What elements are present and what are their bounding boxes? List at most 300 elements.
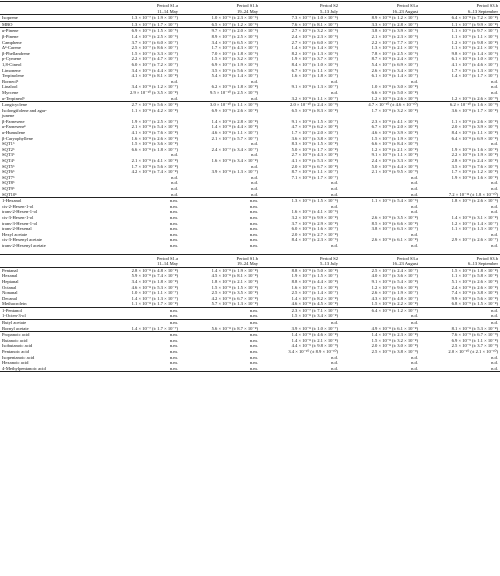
emission-value: 1.2 × 10⁻⁷ (± 9.8 × 10⁻⁸) [451, 39, 498, 45]
compound-name: SQT8ᵇ [2, 180, 15, 186]
emission-value: 2.7 × 10⁻⁷ (± 6.0 × 10⁻⁷) [291, 39, 338, 45]
emission-value: 2.9 × 10⁻⁷ (± 2.6 × 10⁻⁷) [451, 237, 498, 243]
emission-value: 2.6 × 10⁻⁶ (± 3.4 × 10⁻⁶) [371, 67, 418, 73]
emission-value: n.m. [249, 242, 258, 248]
compound-name: junene [2, 113, 15, 119]
emission-value: 4.0 × 10⁻⁷ (± 3.6 × 10⁻⁷) [371, 273, 418, 279]
emission-value: 2.1 × 10⁻⁸ (± 9.5 × 10⁻⁹) [371, 169, 418, 175]
emission-value: 1.5 × 10⁻⁸ (± 1.5 × 10⁻⁸) [211, 284, 258, 290]
emission-value: n.d. [251, 152, 258, 158]
emission-value: 2.5 × 10⁻⁸ (± 3.5 × 10⁻⁸) [211, 290, 258, 296]
emission-value: n.d. [491, 180, 498, 186]
emission-value: 1.1 × 10⁻⁸ (± 4.2 × 10⁻⁸) [131, 107, 178, 113]
period-header: Period S2 [320, 255, 338, 261]
emission-value: 5.4 × 10⁻⁸ (± 1.4 × 10⁻⁷) [211, 73, 258, 79]
emission-value: 1.1 × 10⁻⁶ (± 9.7 × 10⁻⁷) [420, 28, 500, 34]
emission-value: 1.3 × 10⁻⁶ (± 1.5 × 10⁻⁶) [260, 198, 340, 204]
table-header-row [0, 255, 500, 262]
emission-value: n.m. [169, 343, 178, 349]
emission-value: 1.6 × 10⁻⁸ (± 3.4 × 10⁻⁸) [211, 158, 258, 164]
emission-value: 3.3 × 10⁻⁷ (± 2.8 × 10⁻⁷) [340, 21, 420, 28]
emission-value: 4.3 × 10⁻⁷ (± 4.8 × 10⁻⁷) [371, 295, 418, 301]
compound-name: Hexanoic acid [2, 360, 29, 366]
emission-value: 2.2 × 10⁻⁷ (± 7.7 × 10⁻⁷) [371, 39, 418, 45]
emission-value: n.m. [249, 313, 258, 319]
emission-value: 2.4 × 10⁻⁶ (± 2.3 × 10⁻⁶) [291, 33, 338, 39]
emission-value: n.d. [411, 231, 418, 237]
emission-value: 1.9 × 10⁻⁸ (± 1.6 × 10⁻⁸) [451, 146, 498, 152]
emission-value: n.m. [249, 237, 258, 243]
emission-value: 1.4 × 10⁻⁷ (± 8.2 × 10⁻⁸) [291, 295, 338, 301]
emission-value: 1.1 × 10⁻⁷ (± 9.9 × 10⁻⁸) [420, 21, 500, 28]
emission-value: n.m. [180, 307, 260, 313]
compound-name: cis-3-Hexenyl acetate [2, 237, 42, 243]
emission-value: n.d. [251, 191, 258, 197]
emission-value: n.m. [169, 313, 178, 319]
table-header-row [0, 2, 500, 9]
emission-value: 2.0 × 10⁻⁸ (± 2.7 × 10⁻⁸) [291, 231, 338, 237]
emission-value: 5.7 × 10⁻⁹ (± 1.3 × 10⁻⁸) [211, 301, 258, 307]
emission-value: 3.4 × 10⁻⁶ (± 4.4 × 10⁻⁶) [131, 67, 178, 73]
compound-name: SQT5ᵇ [2, 163, 15, 169]
emission-value: 7.2 × 10⁻¹¹ (± 1.8 × 10⁻¹⁰) [448, 191, 498, 197]
emission-value: n.m. [169, 226, 178, 232]
compound-name: β-Farnesene [2, 118, 25, 124]
emission-value: 1.3 × 10⁻⁷ (± 1.7 × 10⁻⁷) [100, 21, 180, 28]
emission-value: n.m. [249, 209, 258, 215]
emission-value: n.d. [331, 360, 338, 366]
emission-value: 2.6 × 10⁻⁷ (± 1.9 × 10⁻⁷) [371, 290, 418, 296]
emission-value: 6.5 × 10⁻⁷ (± 1.2 × 10⁻⁶) [180, 21, 260, 28]
compound-name: Propanoic acid [0, 332, 100, 338]
emission-value: 8.7 × 10⁻⁸ (± 2.4 × 10⁻⁷) [371, 56, 418, 62]
emission-value: 1.1 × 10⁻⁷ (± 5.8 × 10⁻⁸) [451, 273, 498, 279]
emission-value: 3.7 × 10⁻⁸ (± 2.9 × 10⁻⁸) [291, 220, 338, 226]
emission-value: 2.6 × 10⁻⁸ (± 6.1 × 10⁻⁸) [371, 237, 418, 243]
emission-value: 3.6 × 10⁻⁸ (± 1.7 × 10⁻⁸) [451, 107, 498, 113]
emission-value: 2.1 × 10⁻⁸ (± 5.4 × 10⁻⁸) [131, 124, 178, 130]
emission-value: n.m. [180, 332, 260, 338]
emission-value: n.d. [251, 141, 258, 147]
emission-value: 7.0 × 10⁻⁷ (± 1.8 × 10⁻⁶) [211, 50, 258, 56]
table-row [0, 21, 500, 28]
emission-value: 3.4 × 10⁻¹⁰ (± 8.9 × 10⁻¹⁰) [288, 349, 338, 355]
emission-value: n.d. [491, 242, 498, 248]
emission-value: n.m. [249, 354, 258, 360]
emission-value: 2.4 × 10⁻⁸ (± 3.3 × 10⁻⁸) [371, 158, 418, 164]
emission-value: n.m. [100, 320, 180, 326]
compound-name: Methacrolein [2, 301, 27, 307]
emission-value: n.m. [169, 349, 178, 355]
emission-value: n.d. [411, 354, 418, 360]
emission-value: n.d. [331, 186, 338, 191]
emission-value: 2.5 × 10⁻⁷ (± 8.6 × 10⁻⁷) [131, 45, 178, 51]
compound-name: 1-Pentanol [0, 307, 100, 313]
emission-value: 1.7 × 10⁻⁶ (± 1.3 × 10⁻⁶) [451, 67, 498, 73]
emission-value: 1.4 × 10⁻⁶ (± 1.4 × 10⁻⁶) [291, 45, 338, 51]
emission-value: 4.6 × 10⁻⁸ (± 4.5 × 10⁻⁸) [291, 301, 338, 307]
emission-value: n.d. [331, 180, 338, 186]
emission-value: 5.0 × 10⁻⁹ (± 4.4 × 10⁻⁹) [371, 163, 418, 169]
emission-value: n.m. [249, 214, 258, 220]
compound-name: Butanoic acid [2, 337, 28, 343]
emission-value: 1.4 × 10⁻⁸ (± 1.9 × 10⁻⁸) [211, 267, 258, 273]
emission-value: n.m. [169, 242, 178, 248]
emission-value: n.m. [169, 220, 178, 226]
compound-name: SQT10ᵇ [2, 191, 17, 197]
emission-value: n.d. [251, 180, 258, 186]
emission-value: n.d. [331, 354, 338, 360]
emission-value: n.d. [411, 209, 418, 215]
emission-value: 2.4 × 10⁻⁸ (± 2.6 × 10⁻⁸) [451, 284, 498, 290]
compound-name: SQT3ᵇ [2, 152, 15, 158]
emission-value: 1.4 × 10⁻⁸ (± 2.8 × 10⁻⁸) [211, 118, 258, 124]
emission-value: 1.2 × 10⁻⁹ (± 2.6 × 10⁻⁹) [371, 95, 418, 101]
compound-name: Isobutanoic acid [2, 343, 33, 349]
compound-name: SQT7ᵇ [2, 174, 15, 180]
emission-value: 6.1 × 10⁻⁸ (± 1.4 × 10⁻⁷) [371, 73, 418, 79]
emission-value: n.m. [249, 203, 258, 209]
emission-value: 6.6 × 10⁻⁸ (± 1.8 × 10⁻⁷) [131, 146, 178, 152]
compound-name: Decanal [2, 295, 18, 301]
emission-value: n.d. [411, 313, 418, 319]
emission-value: 2.9 × 10⁻¹⁰ (± 3.5 × 10⁻⁸) [130, 89, 178, 95]
compound-name: SQT9ᵇ [2, 186, 15, 191]
emission-value: n.m. [169, 365, 178, 371]
emission-value: 7.1 × 10⁻⁸ (± 1.7 × 10⁻⁷) [291, 174, 338, 180]
emission-value: 9.1 × 10⁻⁸ (± 1.5 × 10⁻⁷) [291, 118, 338, 124]
emission-value: 6.9 × 10⁻⁷ (± 1.9 × 10⁻⁶) [211, 61, 258, 67]
emission-value: 4.1 × 10⁻⁷ (± 4.6 × 10⁻⁷) [451, 61, 498, 67]
emission-value: n.d. [491, 141, 498, 147]
emission-value: 3.5 × 10⁻⁶ (± 5.6 × 10⁻⁶) [211, 67, 258, 73]
emission-value: n.d. [171, 78, 178, 84]
emission-value: 4.2 × 10⁻⁸ (± 7.4 × 10⁻⁸) [131, 169, 178, 175]
compound-name: cis-2-Hexen-1-ol [2, 203, 34, 209]
emission-value: 8.9 × 10⁻⁸ (± 1.2 × 10⁻⁷) [371, 15, 418, 21]
emission-value: n.d. [491, 89, 498, 95]
emission-value: 6.6 × 10⁻⁸ (± 5.0 × 10⁻⁸) [371, 89, 418, 95]
emission-value: 1.4 × 10⁻⁷ (± 1.7 × 10⁻⁷) [131, 325, 178, 331]
emission-value: 2.5 × 10⁻⁷ (± 2.4 × 10⁻⁷) [371, 267, 418, 273]
date-header: 19–24 May [180, 9, 260, 15]
emission-value: 1.1 × 10⁻⁶ (± 5.4 × 10⁻⁶) [340, 198, 420, 204]
period-header: Period S3.a [396, 3, 418, 8]
emission-value: n.d. [491, 231, 498, 237]
emission-value: 1.5 × 10⁻⁸ (± 1.8 × 10⁻⁸) [451, 267, 498, 273]
compound-name: Terpinolene [2, 73, 24, 79]
emission-value: n.d. [420, 307, 500, 313]
emission-value: 1.7 × 10⁻⁸ (± 1.2 × 10⁻⁸) [451, 169, 498, 175]
emission-value: 3.9 × 10⁻⁸ (± 1.0 × 10⁻⁷) [291, 325, 338, 331]
emission-value: 2.7 × 10⁻⁸ (± 4.3 × 10⁻⁸) [291, 152, 338, 158]
emission-value: n.m. [169, 237, 178, 243]
emission-value: 4.1 × 10⁻⁸ (± 5.3 × 10⁻⁸) [291, 158, 338, 164]
emission-value: 1.2 × 10⁻⁸ (± 2.1 × 10⁻⁸) [371, 146, 418, 152]
emission-value: n.m. [249, 220, 258, 226]
compound-name: Linalool [2, 84, 18, 90]
emission-value: n.d. [260, 320, 340, 326]
emission-value: 2.1 × 10⁻⁶ (± 2.3 × 10⁻⁶) [371, 33, 418, 39]
compound-name: Myrcene [2, 89, 19, 95]
emission-value: 1.9 × 10⁻⁷ (± 2.5 × 10⁻⁷) [131, 118, 178, 124]
emission-value: 1.0 × 10⁻⁶ (± 2.3 × 10⁻⁶) [211, 15, 258, 21]
emission-value: 6.9 × 10⁻⁶ (± 1.5 × 10⁻⁵) [100, 28, 180, 34]
compound-name: β-Phellandrene [2, 50, 30, 56]
emission-value: n.m. [169, 214, 178, 220]
emission-value: 4.1 × 10⁻⁸ (± 8.1 × 10⁻⁸) [131, 73, 178, 79]
emission-value: n.m. [180, 198, 260, 204]
emission-value: 6.5 × 10⁻⁸ (± 8.3 × 10⁻⁸) [291, 107, 338, 113]
emission-value: n.d. [331, 203, 338, 209]
emission-value: 1.1 × 10⁻⁶ (± 1.1 × 10⁻⁶) [451, 33, 498, 39]
emission-value: 1.7 × 10⁻⁸ (± 3.2 × 10⁻⁸) [371, 107, 418, 113]
emission-value: 1.7 × 10⁻⁸ (± 5.6 × 10⁻⁸) [131, 163, 178, 169]
emission-value: 1.5 × 10⁻⁷ (± 3.3 × 10⁻⁷) [131, 50, 178, 56]
emission-value: 2.5 × 10⁻⁹ (± 3.8 × 10⁻⁹) [371, 349, 418, 355]
document-page [0, 1, 500, 576]
compound-header [0, 255, 100, 262]
compound-name: trans-2-Hexenyl acetate [2, 242, 46, 248]
emission-value: 1.4 × 10⁻⁸ (± 2.3 × 10⁻⁸) [340, 332, 420, 338]
emission-value: n.d. [491, 78, 498, 84]
emission-value: 2.5 × 10⁻⁹ (± 3.7 × 10⁻⁹) [451, 343, 498, 349]
emission-value: 8.1 × 10⁻⁸ (± 5.3 × 10⁻⁸) [451, 325, 498, 331]
emission-value: 3.2 × 10⁻⁸ (± 9.9 × 10⁻⁸) [291, 214, 338, 220]
emission-value: 6.4 × 10⁻⁸ (± 1.2 × 10⁻⁷) [340, 307, 420, 313]
emission-value: n.d. [411, 186, 418, 191]
emission-value: 1.0 × 10⁻⁷ (± 1.1 × 10⁻⁷) [131, 290, 178, 296]
emission-value: 1.4 × 10⁻⁷ (± 1.3 × 10⁻⁷) [131, 295, 178, 301]
emission-value: 1.1 × 10⁻⁸ (± 2.6 × 10⁻⁸) [451, 118, 498, 124]
emission-value: n.m. [169, 231, 178, 237]
emission-value: 8.8 × 10⁻⁸ (± 5.0 × 10⁻⁸) [291, 267, 338, 273]
emission-value: 2.4 × 10⁻⁷ (± 3.4 × 10⁻⁷) [211, 146, 258, 152]
emission-value: 3.4 × 10⁻⁸ (± 1.8 × 10⁻⁸) [131, 278, 178, 284]
emission-value: n.d. [411, 365, 418, 371]
emission-value: 4.6 × 10⁻⁸ (± 3.9 × 10⁻⁸) [371, 130, 418, 136]
emission-value: 6.4 × 10⁻⁸ (± 6.9 × 10⁻⁸) [451, 135, 498, 141]
emission-value: n.d. [171, 186, 178, 191]
emission-value: 1.2 × 10⁻⁹ (± 2.6 × 10⁻⁹) [451, 95, 498, 101]
emission-value: 5.1 × 10⁻⁸ (± 2.6 × 10⁻⁸) [451, 278, 498, 284]
emission-value: n.d. [491, 203, 498, 209]
emission-value: 1.5 × 10⁻⁷ (± 3.2 × 10⁻⁷) [211, 56, 258, 62]
emission-value: 5.0 × 10⁻⁸ (± 1.7 × 10⁻⁸) [291, 146, 338, 152]
emission-value: n.d. [420, 320, 500, 326]
emission-value: 8.3 × 10⁻⁹ (± 1.5 × 10⁻⁸) [291, 141, 338, 147]
compound-name: Isolongifolene and agar- [2, 107, 47, 113]
emission-value: 6.6 × 10⁻⁹ (± 8.4 × 10⁻⁹) [371, 141, 418, 147]
emission-value: n.m. [169, 209, 178, 215]
emission-value: 1.4 × 10⁻⁸ (± 3.1 × 10⁻⁸) [451, 214, 498, 220]
emission-value: n.d. [331, 242, 338, 248]
compound-name: Hexyl acetate [2, 231, 28, 237]
emission-value: 6.4 × 10⁻⁸ (± 7.2 × 10⁻⁸) [451, 15, 498, 21]
emission-value: n.m. [169, 203, 178, 209]
compound-name: trans-3-Hexen-1-ol [2, 220, 38, 226]
emission-value: n.d. [251, 186, 258, 191]
emission-value: 1.8 × 10⁻⁸ (± 2.1 × 10⁻⁸) [211, 278, 258, 284]
emission-value: 3.5 × 10⁻⁹ (± 7.6 × 10⁻⁹) [451, 163, 498, 169]
compound-name: Bornyl acetate [2, 325, 29, 331]
emission-value: 1.4 × 10⁻⁸ (± 4.6 × 10⁻⁸) [260, 332, 340, 338]
emission-value: 1.6 × 10⁻⁷ (± 7.1 × 10⁻⁸) [291, 284, 338, 290]
compound-name: p-Cymene [2, 56, 22, 62]
emission-value: 5.4 × 10⁻⁷ (± 6.9 × 10⁻⁷) [371, 61, 418, 67]
emission-value: 1.9 × 10⁻⁷ (± 1.5 × 10⁻⁷) [291, 273, 338, 279]
compound-name: Δ³-Carene [2, 45, 21, 51]
emission-value: n.d. [491, 313, 498, 319]
compound-name: MBO [0, 21, 100, 28]
emission-value: n.m. [100, 332, 180, 338]
emission-value: n.d. [411, 203, 418, 209]
emission-value: 6.9 × 10⁻⁹ (± 1.1 × 10⁻⁸) [451, 337, 498, 343]
period-header: Period S3.b [476, 255, 498, 261]
emission-value: n.d. [411, 180, 418, 186]
emission-value: 1.5 × 10⁻⁸ (± 3.6 × 10⁻⁸) [131, 141, 178, 147]
compound-name: 1-Hexanol [0, 198, 100, 204]
emission-value: 1.2 × 10⁻⁷ (± 1.4 × 10⁻⁷) [451, 220, 498, 226]
emission-value: 7.4 × 10⁻⁸ (± 3.8 × 10⁻⁸) [451, 290, 498, 296]
emission-value: 1.1 × 10⁻⁸ (± 1.7 × 10⁻⁸) [131, 301, 178, 307]
period-header: Period S3.a [396, 255, 418, 261]
emission-value: 9.5 × 10⁻¹⁰ (± 2.5 × 10⁻⁹) [210, 89, 258, 95]
date-header: 5–13 July [260, 9, 340, 15]
compound-name: Isopentanoic acid [2, 354, 35, 360]
emission-value: n.d. [171, 152, 178, 158]
table-2-bottom-rule [0, 371, 500, 372]
emission-value: 1.4 × 10⁻⁷ (± 1.7 × 10⁻⁷) [451, 73, 498, 79]
compound-name: trans-2-Hexenal [2, 226, 32, 232]
emission-value: 6.0 × 10⁻⁸ (± 1.6 × 10⁻⁷) [291, 226, 338, 232]
emission-value: n.d. [251, 78, 258, 84]
emission-value: 4.1 × 10⁻⁸ (± 7.6 × 10⁻⁸) [131, 130, 178, 136]
emission-value: 6.7 × 10⁻⁹ (± 2.0 × 10⁻⁸) [371, 124, 418, 130]
emission-value: 4.7 × 10⁻⁸ (± 6.2 × 10⁻⁸) [291, 124, 338, 130]
emission-value: 3.6 × 10⁻⁷ (± 3.8 × 10⁻⁷) [291, 135, 338, 141]
emission-value: n.d. [411, 78, 418, 84]
compound-name: β-Pinene [2, 33, 19, 39]
emission-table-1 [0, 2, 500, 249]
emission-value: 3.4 × 10⁻⁸ (± 1.2 × 10⁻⁷) [131, 84, 178, 90]
emission-value: 4.7 × 10⁻¹⁰ (± 4.6 × 10⁻¹⁰) [340, 102, 420, 108]
emission-value: 7.6 × 10⁻⁹ (± 6.7 × 10⁻⁹) [420, 332, 500, 338]
emission-value: 3.2 × 10⁻⁸ (± 1.1 × 10⁻⁷) [291, 95, 338, 101]
emission-value: 1.6 × 10⁻⁶ (± 4.1 × 10⁻⁶) [291, 209, 338, 215]
compound-name: Heptanal [2, 278, 19, 284]
emission-value: 6.7 × 10⁻⁶ (± 1.1 × 10⁻⁵) [291, 67, 338, 73]
emission-value: n.m. [249, 343, 258, 349]
emission-value: 2.2 × 10⁻⁷ (± 4.7 × 10⁻⁷) [131, 56, 178, 62]
emission-value: 6.9 × 10⁻⁹ (± 2.6 × 10⁻⁸) [211, 107, 258, 113]
emission-value: n.d. [251, 174, 258, 180]
emission-value: 8.9 × 10⁻⁷ (± 2.5 × 10⁻⁶) [211, 33, 258, 39]
compound-name: SQT1ᵇ [2, 141, 15, 147]
compound-name: Limonene [2, 67, 21, 73]
emission-value: n.m. [249, 226, 258, 232]
compound-name: Octanal [2, 284, 17, 290]
emission-value: n.d. [491, 209, 498, 215]
emission-value: 1.8 × 10⁻⁶ (± 2.6 × 10⁻⁶) [420, 198, 500, 204]
emission-value: n.d. [331, 191, 338, 197]
compound-name: Pentanal [2, 267, 18, 273]
emission-value: 6.1 × 10⁻⁸ (± 1.0 × 10⁻⁷) [451, 56, 498, 62]
emission-value: 2.0 × 10⁻⁸ (± 3.0 × 10⁻⁸) [371, 343, 418, 349]
emission-value: 5.9 × 10⁻⁸ (± 7.4 × 10⁻⁸) [131, 273, 178, 279]
emission-value: 2.2 × 10⁻⁸ (± 1.9 × 10⁻⁸) [451, 152, 498, 158]
emission-value: 8.5 × 10⁻⁸ (± 6.6 × 10⁻⁸) [371, 220, 418, 226]
emission-value: n.d. [491, 354, 498, 360]
compound-name: SQT6ᵇ [2, 169, 15, 175]
compound-name: SQT4ᵇ [2, 158, 15, 164]
emission-value: 1.7 × 10⁻⁷ (± 4.3 × 10⁻⁷) [211, 45, 258, 51]
emission-value: n.d. [491, 84, 498, 90]
emission-value: 8.4 × 10⁻⁹ (± 1.1 × 10⁻⁸) [451, 130, 498, 136]
period-header: Period S1.a [156, 3, 178, 8]
table-row [0, 15, 500, 22]
emission-value: 1.9 × 10⁻⁸ (± 1.6 × 10⁻⁸) [451, 174, 498, 180]
emission-value: 1.6 × 10⁻⁸ (± 2.6 × 10⁻⁸) [131, 135, 178, 141]
emission-value: 4.9 × 10⁻⁸ (± 6.1 × 10⁻⁸) [371, 325, 418, 331]
emission-value: 1.7 × 10⁻⁷ (± 2.0 × 10⁻⁷) [291, 130, 338, 136]
emission-value: n.d. [411, 242, 418, 248]
compound-name: α-Terpineolᵇ [2, 95, 25, 101]
compound-name: α-Pinene [0, 28, 100, 34]
emission-value: 4.6 × 10⁻⁸ (± 5.3 × 10⁻⁸) [131, 284, 178, 290]
emission-value: n.d. [411, 360, 418, 366]
emission-value: 2.3 × 10⁻⁸ (± 4.1 × 10⁻⁸) [371, 118, 418, 124]
emission-value: 2.0 × 10⁻⁹ (± 3.9 × 10⁻⁹) [451, 124, 498, 130]
emission-value: n.d. [171, 191, 178, 197]
emission-value: 2.7 × 10⁻⁸ (± 5.6 × 10⁻⁸) [100, 102, 180, 108]
emission-value: 7.8 × 10⁻⁷ (± 2.5 × 10⁻⁶) [371, 50, 418, 56]
emission-value: 4.2 × 10⁻⁸ (± 6.7 × 10⁻⁸) [211, 295, 258, 301]
emission-value: 9.1 × 10⁻⁸ (± 5.4 × 10⁻⁸) [371, 278, 418, 284]
emission-value: 9.1 × 10⁻⁸ (± 1.3 × 10⁻⁷) [291, 84, 338, 90]
date-header: 16–23 August [340, 261, 420, 267]
emission-value: 3.9 × 10⁻⁸ (± 1.3 × 10⁻⁷) [211, 169, 258, 175]
emission-value: 1.3 × 10⁻⁶ (± 2.1 × 10⁻⁶) [371, 45, 418, 51]
date-header: 11–14 May [100, 9, 180, 15]
emission-value: n.m. [249, 365, 258, 371]
emission-value: 6.0 × 10⁻⁷ (± 7.2 × 10⁻⁷) [131, 61, 178, 67]
emission-value: 9.7 × 10⁻⁷ (± 2.0 × 10⁻⁶) [180, 28, 260, 34]
emission-value: 3.0 × 10⁻¹⁰ (± 1.1 × 10⁻⁹) [180, 102, 260, 108]
emission-value: n.m. [249, 360, 258, 366]
emission-value: 2.3 × 10⁻⁷ (± 7.1 × 10⁻⁷) [260, 307, 340, 313]
emission-value: 9.9 × 10⁻⁸ (± 5.6 × 10⁻⁸) [451, 295, 498, 301]
emission-value: 2.8 × 10⁻⁸ (± 4.8 × 10⁻⁸) [131, 267, 178, 273]
emission-value: n.m. [249, 231, 258, 237]
emission-value: n.d. [331, 78, 338, 84]
emission-value: 3.8 × 10⁻⁷ (± 6.3 × 10⁻⁷) [371, 226, 418, 232]
emission-value: 4.4 × 10⁻⁹ (± 9.8 × 10⁻⁹) [291, 343, 338, 349]
emission-value: n.d. [331, 89, 338, 95]
date-header: 6–13 September [420, 261, 500, 267]
compound-header [0, 2, 100, 9]
emission-value: 1.6 × 10⁻⁷ (± 1.8 × 10⁻⁷) [291, 73, 338, 79]
emission-table-2 [0, 255, 500, 372]
compound-name: cis-3-Hexen-1-ol [2, 214, 34, 220]
emission-value: n.d. [491, 365, 498, 371]
emission-value: n.d. [171, 180, 178, 186]
emission-value: 2.0 × 10⁻⁸ (± 6.7 × 10⁻⁸) [291, 163, 338, 169]
date-header: 16–23 August [340, 9, 420, 15]
emission-value: 6.8 × 10⁻⁹ (± 1.5 × 10⁻⁸) [451, 301, 498, 307]
emission-value: 4.5 × 10⁻⁸ (± 8.1 × 10⁻⁸) [211, 273, 258, 279]
emission-value: n.d. [331, 365, 338, 371]
